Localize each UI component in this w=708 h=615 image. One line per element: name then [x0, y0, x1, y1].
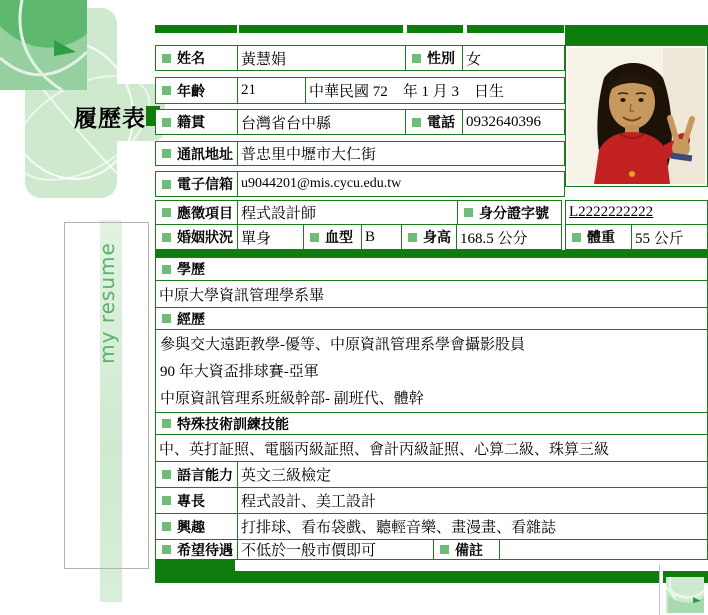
row-email: [155, 171, 565, 197]
blood-label-cell: [304, 225, 362, 249]
marital-value: 單身: [238, 225, 304, 249]
row-origin-phone: [155, 109, 565, 135]
bullet-square-icon: [162, 496, 171, 505]
education-label-cell: [156, 258, 707, 280]
bullet-square-icon: [162, 208, 171, 217]
note-value: [500, 540, 707, 559]
name-label-cell: [156, 46, 238, 70]
bullet-square-icon: [162, 265, 171, 274]
photo-cell: [565, 45, 708, 187]
name-value: 黃慧娟: [238, 46, 406, 70]
id-number-label-cell: [458, 201, 561, 224]
blood-label: 血型: [325, 231, 353, 246]
gender-value: 女: [466, 51, 482, 68]
row-education-header: [155, 257, 708, 281]
salary-label: 希望待遇: [177, 543, 233, 559]
apply-label: 應徵項目: [177, 206, 233, 222]
skills-label-cell: [156, 413, 707, 434]
row-salary-note: [155, 539, 708, 560]
decorative-corner-graphic: [666, 577, 704, 613]
note-label: 備註: [455, 543, 483, 559]
row-language: [155, 461, 708, 488]
header-bar-segment: [407, 25, 463, 33]
specialty-label: 專長: [177, 494, 205, 510]
experience-line-1: 參與交大遠距教學-優等、中原資訊管理系學會攝影股員: [160, 337, 525, 353]
experience-label: 經歷: [177, 312, 205, 328]
header-bar-segment: [155, 25, 237, 33]
height-value: 168.5 公分: [460, 230, 528, 247]
row-education-value: [155, 280, 708, 308]
note-label-cell: [434, 540, 500, 559]
name-label: 姓名: [177, 52, 205, 67]
footer-bar: [155, 571, 659, 583]
apply-value: 程式設計師: [238, 201, 458, 224]
bullet-square-icon: [440, 545, 449, 554]
divider-line: [659, 565, 660, 615]
interest-value: 打排球、看布袋戲、聽輕音樂、畫漫畫、看雜誌: [241, 520, 557, 536]
row-address: [155, 141, 565, 166]
bullet-square-icon: [162, 180, 171, 189]
bullet-square-icon: [162, 522, 171, 531]
experience-line-3: 中原資訊管理系班級幹部- 副班代、體幹: [160, 391, 424, 407]
row-interest: [155, 513, 708, 540]
specialty-value: 程式設計、美工設計: [241, 494, 377, 510]
row-specialty: [155, 487, 708, 514]
blood-value: B: [362, 225, 402, 249]
language-label-cell: [156, 462, 238, 487]
age-label-cell: [156, 78, 238, 103]
education-label: 學歷: [177, 263, 205, 278]
header-bar-photo-segment: [565, 25, 708, 45]
language-label: 語言能力: [177, 468, 233, 484]
marital-label-cell: [156, 225, 238, 249]
experience-label-cell: [156, 308, 707, 329]
bullet-square-icon: [162, 419, 171, 428]
height-label: 身高: [423, 231, 451, 246]
address-value: 普忠里中壢市大仁街: [241, 147, 377, 163]
origin-label-cell: [156, 110, 238, 134]
specialty-label-cell: [156, 488, 238, 513]
bullet-square-icon: [572, 233, 581, 242]
age-value: 21: [238, 78, 306, 103]
email-label: 電子信箱: [177, 178, 233, 193]
row-apply: [155, 200, 562, 225]
bullet-square-icon: [412, 118, 421, 127]
weight-label-cell: [566, 225, 632, 249]
section-divider-bar: [155, 250, 708, 257]
bullet-square-icon: [162, 470, 171, 479]
row-skills-header: [155, 412, 708, 435]
row-weight: [565, 224, 708, 250]
phone-label-cell: [406, 110, 463, 134]
my-resume-label: my resume: [95, 242, 119, 364]
origin-label: 籍貫: [177, 116, 205, 131]
interest-label-cell: [156, 514, 238, 539]
education-value: 中原大學資訊管理學系畢: [159, 287, 325, 304]
bullet-square-icon: [162, 314, 171, 323]
bullet-square-icon: [162, 545, 171, 554]
interest-label: 興趣: [177, 520, 205, 536]
bullet-square-icon: [162, 233, 171, 242]
row-id-value: [565, 200, 708, 225]
header-bar-segment: [467, 25, 564, 33]
row-experience-header: [155, 307, 708, 330]
email-label-cell: [156, 172, 238, 196]
id-number-link[interactable]: L2222222222: [569, 204, 654, 220]
salary-label-cell: [156, 540, 238, 559]
weight-value: 55 公斤: [635, 230, 684, 247]
row-experience-value: [155, 329, 708, 413]
weight-label: 體重: [587, 231, 615, 246]
age-label: 年齡: [177, 84, 205, 100]
address-label-cell: [156, 142, 238, 165]
portrait-photo: [568, 48, 705, 184]
row-age: [155, 77, 565, 104]
email-value: u9044201@mis.cycu.edu.tw: [241, 176, 402, 191]
phone-value: 0932640396: [466, 113, 541, 130]
id-number-label: 身分證字號: [479, 206, 549, 222]
address-label: 通訊地址: [177, 147, 233, 163]
birth-value: 中華民國 72 年 1 月 3 日生: [309, 84, 505, 100]
bullet-square-icon: [162, 86, 171, 95]
my-resume-panel: [64, 222, 149, 569]
header-bar-segment: [239, 25, 403, 33]
id-number-value-cell: [566, 201, 707, 224]
experience-line-2: 90 年大資盃排球賽-亞軍: [160, 364, 319, 380]
bullet-square-icon: [310, 233, 319, 242]
footer-bar-left-block: [155, 559, 235, 571]
origin-value: 台灣省台中縣: [238, 110, 406, 134]
gender-label: 性別: [427, 52, 455, 67]
bullet-square-icon: [408, 233, 417, 242]
language-value: 英文三級檢定: [241, 468, 332, 484]
gender-label-cell: [406, 46, 463, 70]
row-marital: [155, 224, 562, 250]
skills-value: 中、英打証照、電腦丙級証照、會計丙級証照、心算二級、珠算三級: [159, 441, 610, 458]
bullet-square-icon: [412, 54, 421, 63]
row-name-gender: [155, 45, 565, 71]
bullet-square-icon: [464, 208, 473, 217]
row-skills-value: [155, 434, 708, 462]
bullet-square-icon: [162, 54, 171, 63]
skills-label: 特殊技術訓練技能: [177, 417, 289, 433]
apply-label-cell: [156, 201, 238, 224]
marital-label: 婚姻狀況: [177, 231, 233, 246]
height-label-cell: [402, 225, 457, 249]
bullet-square-icon: [162, 118, 171, 127]
bullet-square-icon: [162, 149, 171, 158]
page-title: 履歷表: [74, 106, 146, 131]
phone-label: 電話: [427, 116, 455, 131]
salary-value: 不低於一般市價即可: [238, 540, 434, 559]
